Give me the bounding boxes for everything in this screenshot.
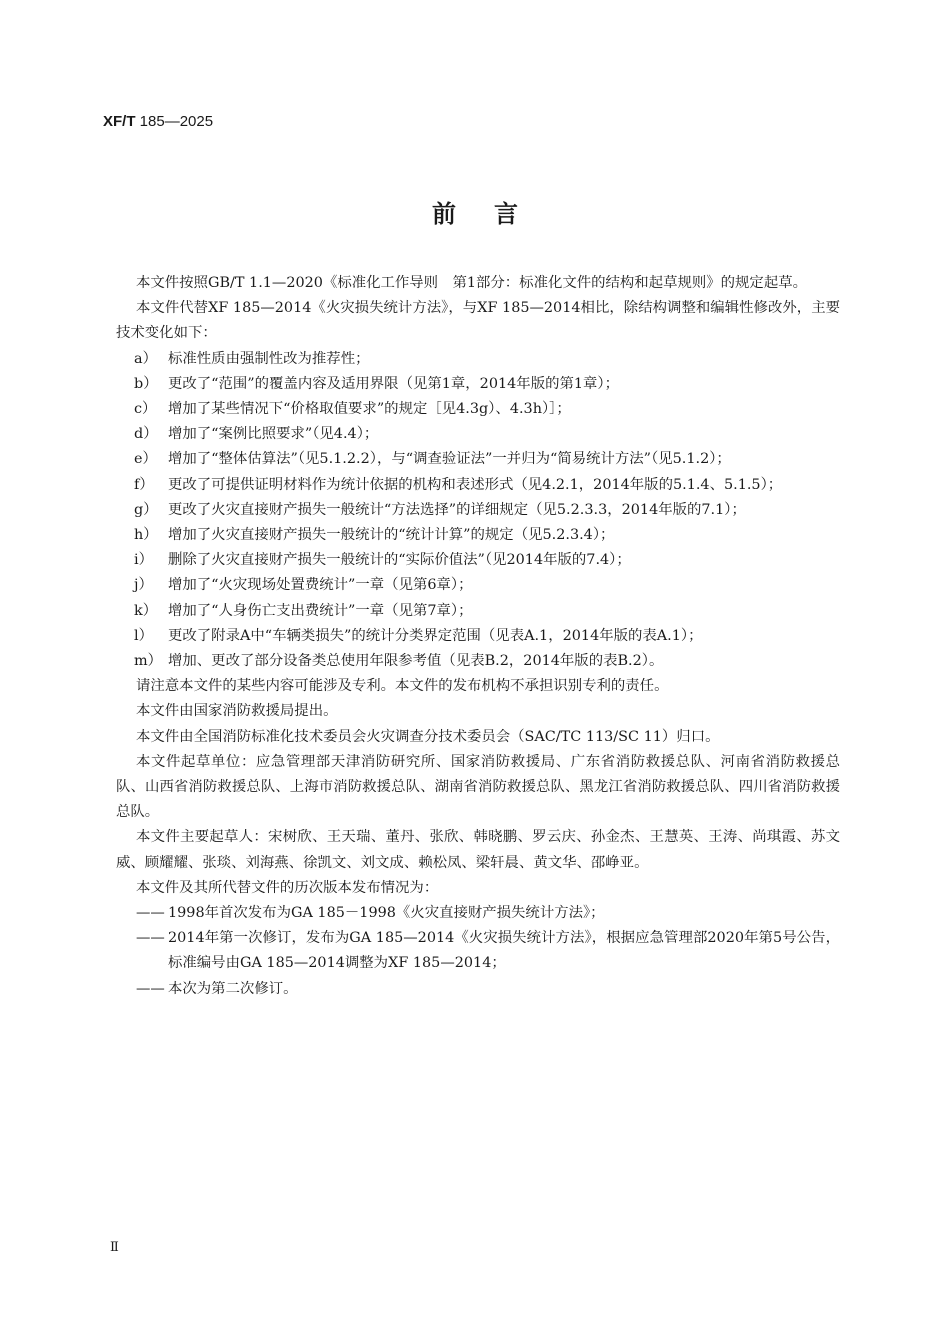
paragraph-drafters: 本文件主要起草人：宋树欣、王天瑞、董丹、张欣、韩晓鹏、罗云庆、孙金杰、王慧英、王涛、尚琪霞、苏文威、顾耀耀、张琰、刘海燕、徐凯文、刘文成、赖松凤、梁轩晨、黄文华、邵峥亚。 <box>116 829 840 871</box>
list-marker: g） <box>134 501 158 518</box>
list-marker: h） <box>134 527 158 544</box>
list-item-text: 更改了火灾直接财产损失一般统计“方法选择”的详细规定（见5.2.3.3，2014年版的7.1）； <box>168 501 746 518</box>
list-item <box>116 397 840 422</box>
list-item-text: 增加了某些情况下“价格取值要求”的规定［见4.3g）、4.3h）］； <box>168 401 571 418</box>
list-item-text: 增加了“整体估算法”（见5.1.2.2），与“调查验证法”一并归为“简易统计方法”（见5.1.2）； <box>168 451 731 468</box>
list-item <box>116 599 840 624</box>
list-item <box>116 624 840 649</box>
changes-list <box>116 347 840 675</box>
page-number: Ⅱ <box>110 1240 119 1255</box>
list-marker: —— <box>136 980 165 997</box>
document-code-number: 185—2025 <box>139 113 214 130</box>
list-marker: f） <box>134 476 154 493</box>
document-code-prefix: XF/T <box>103 113 136 130</box>
page-title: 前言 <box>432 200 556 228</box>
list-item <box>116 573 840 598</box>
list-marker: k） <box>134 602 158 619</box>
list-item <box>116 548 840 573</box>
list-item-text: 增加了“案例比照要求”（见4.4）； <box>168 426 379 443</box>
list-item <box>116 422 840 447</box>
list-item <box>116 926 840 976</box>
list-item-text: 增加了“火灾现场处置费统计”一章（见第6章）； <box>168 577 473 594</box>
list-item-text: 增加了“人身伤亡支出费统计”一章（见第7章）； <box>168 602 473 619</box>
list-marker: d） <box>134 426 158 443</box>
paragraph-replacement: 本文件代替XF 185—2014《火灾损失统计方法》，与XF 185—2014相比，除结构调整和编辑性修改外，主要技术变化如下： <box>116 300 840 342</box>
list-item <box>116 372 840 397</box>
list-item-text: 标准性质由强制性改为推荐性； <box>168 350 370 367</box>
list-marker: j） <box>134 577 153 594</box>
list-marker: e） <box>134 451 157 468</box>
list-item <box>116 523 840 548</box>
list-item-text: 更改了“范围”的覆盖内容及适用界限（见第1章，2014年版的第1章）； <box>168 375 619 392</box>
paragraph-patent-notice: 请注意本文件的某些内容可能涉及专利。本文件的发布机构不承担识别专利的责任。 <box>136 678 669 695</box>
paragraph-proposed-by: 本文件由国家消防救援局提出。 <box>136 703 338 720</box>
list-item <box>116 473 840 498</box>
paragraph-centralized-by: 本文件由全国消防标准化技术委员会火灾调查分技术委员会（SAC/TC 113/SC 11）归口。 <box>136 728 720 745</box>
list-marker: i） <box>134 552 153 569</box>
list-marker: —— <box>136 930 165 947</box>
list-item <box>116 347 840 372</box>
list-item-text: 1998年首次发布为GA 185－1998《火灾直接财产损失统计方法》； <box>168 905 605 922</box>
list-item-text: 更改了可提供证明材料作为统计依据的机构和表述形式（见4.2.1，2014年版的5.1.4、5.1.5）； <box>168 476 783 493</box>
list-item <box>116 498 840 523</box>
list-item-text: 删除了火灾直接财产损失一般统计的“实际价值法”（见2014年版的7.4）； <box>168 552 631 569</box>
list-item <box>116 977 840 1002</box>
list-item-text: 本次为第二次修订。 <box>168 980 298 997</box>
list-item-text: 增加了火灾直接财产损失一般统计的“统计计算”的规定（见5.2.3.4）； <box>168 527 615 544</box>
document-code <box>103 113 213 130</box>
paragraph-drafting-basis: 本文件按照GB/T 1.1—2020《标准化工作导则 第1部分：标准化文件的结构和起草规则》的规定起草。 <box>136 275 807 291</box>
paragraph-drafting-units: 本文件起草单位：应急管理部天津消防研究所、国家消防救援局、广东省消防救援总队、河南省消防救援总队、山西省消防救援总队、上海市消防救援总队、湖南省消防救援总队、黑龙江省消防救援总队、四川省消防救援总队。 <box>116 753 840 821</box>
list-marker: —— <box>136 905 165 922</box>
list-marker: c） <box>134 401 157 418</box>
list-item-text: 2014年第一次修订，发布为GA 185—2014《火灾损失统计方法》，根据应急管理部2020年第5号公告，标准编号由GA 185—2014调整为XF 185—2014； <box>168 930 840 972</box>
list-marker: a） <box>134 350 157 367</box>
list-marker: m） <box>134 653 163 670</box>
list-item-text: 增加、更改了部分设备类总使用年限参考值（见表B.2，2014年版的表B.2）。 <box>168 653 664 670</box>
list-marker: b） <box>134 375 158 392</box>
list-marker: l） <box>134 627 153 644</box>
list-item-text: 更改了附录A中“车辆类损失”的统计分类界定范围（见表A.1，2014年版的表A.1）； <box>168 627 703 644</box>
list-item <box>116 901 840 926</box>
list-item <box>116 447 840 472</box>
paragraph-history-intro: 本文件及其所代替文件的历次版本发布情况为： <box>136 879 439 896</box>
history-list <box>116 901 840 1002</box>
document-body <box>116 271 840 1002</box>
list-item <box>116 649 840 674</box>
